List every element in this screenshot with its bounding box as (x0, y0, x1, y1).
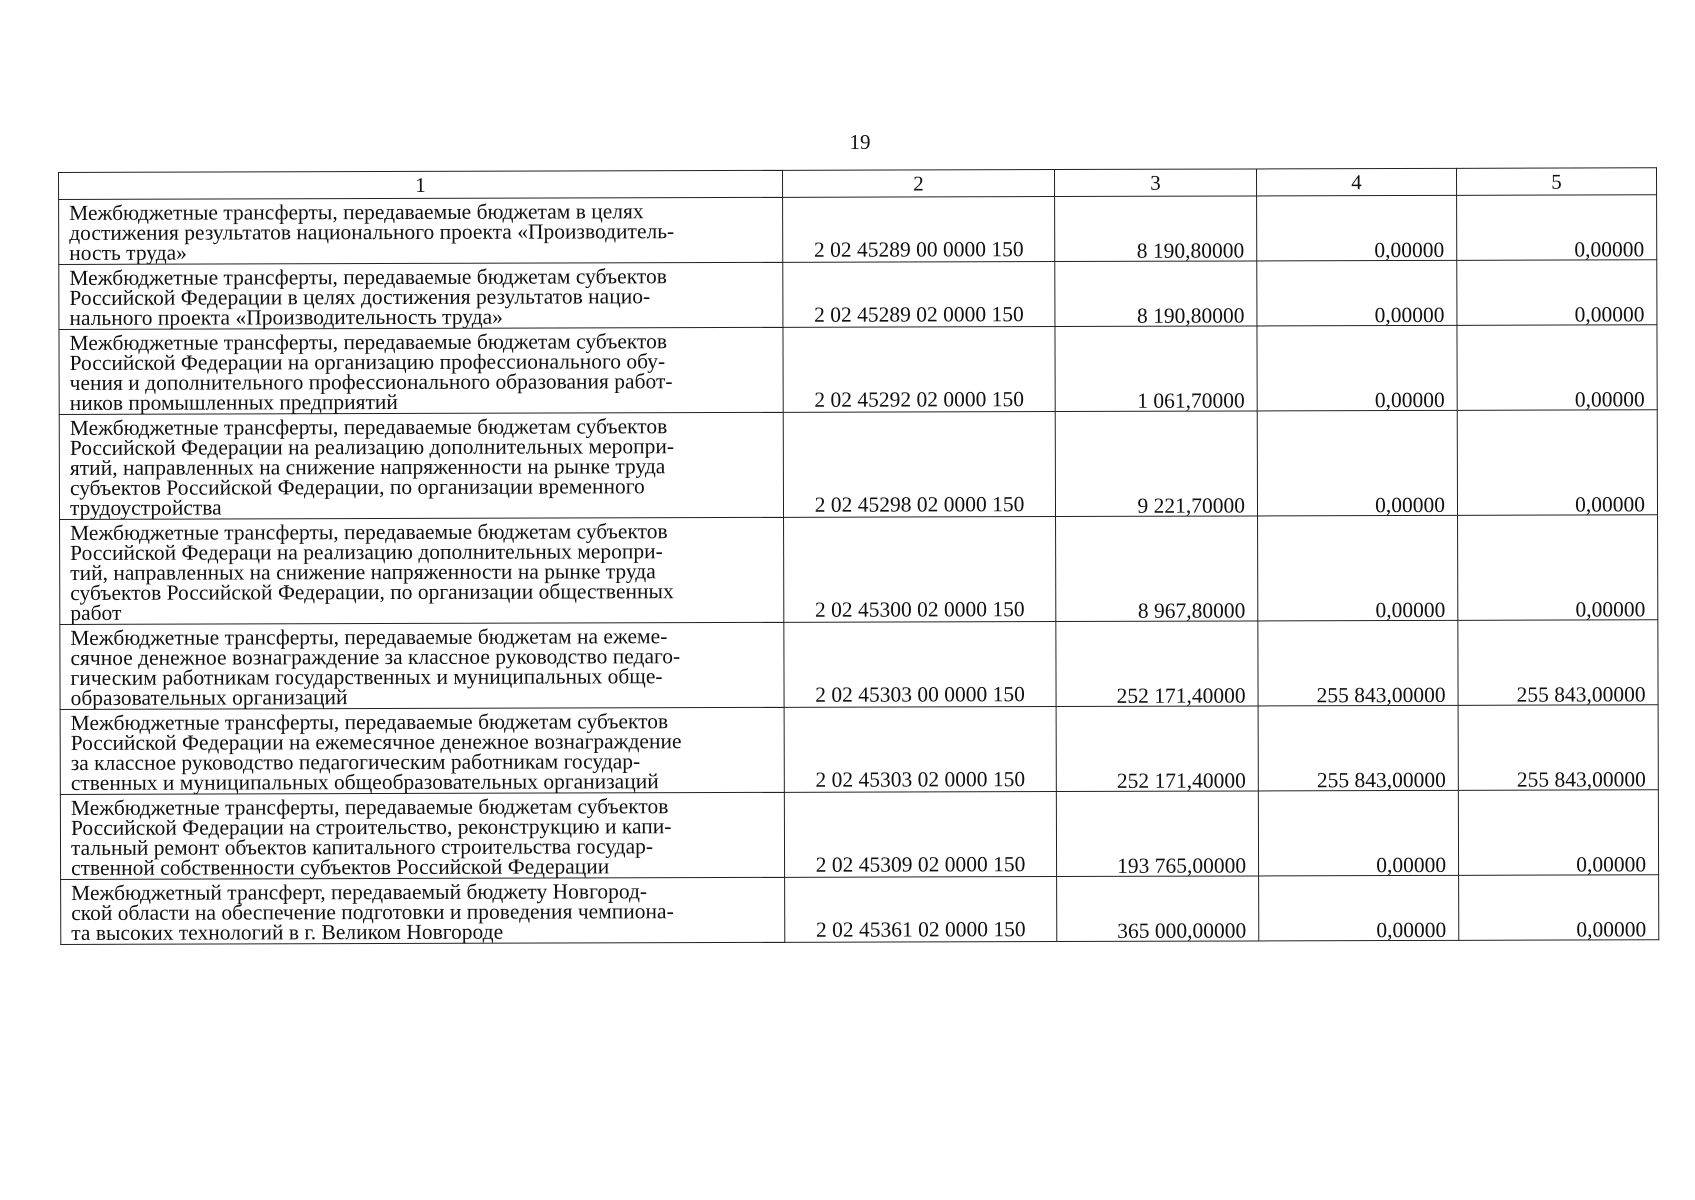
transfer-description (59, 327, 783, 414)
transfer-description-line: нального проекта «Производительность труда» (69, 304, 503, 330)
budget-classification-code: 2 02 45303 02 0000 150 (784, 707, 1056, 793)
budget-table (58, 167, 1659, 945)
transfer-description-line: тий, направленных на снижение напряженности на рынке труда (70, 559, 656, 585)
transfer-description-line: ников промышленных предприятий (69, 389, 398, 415)
amount-column-4: 0,00000 (1259, 875, 1459, 941)
transfer-description-line: Межбюджетные трансферты, передаваемые бюджетам субъектов (69, 329, 668, 355)
amount-column-4: 0,00000 (1258, 515, 1458, 621)
transfer-description-line: трудоустройства (69, 495, 222, 520)
amount-column-4: 255 843,00000 (1258, 705, 1458, 791)
budget-classification-code: 2 02 45289 02 0000 150 (783, 262, 1055, 328)
transfer-description-line: Российской Федерации на строительство, реконструкцию и капи- (70, 814, 672, 840)
amount-column-3: 252 171,40000 (1056, 621, 1258, 707)
budget-classification-code: 2 02 45309 02 0000 150 (784, 792, 1056, 878)
column-header-2: 2 (782, 170, 1054, 198)
amount-column-5: 0,00000 (1458, 515, 1658, 621)
amount-column-3: 8 967,80000 (1056, 516, 1258, 622)
table-row (60, 515, 1658, 625)
budget-classification-code: 2 02 45289 00 0000 150 (783, 197, 1055, 263)
transfer-description-line: Межбюджетные трансферты, передаваемые бюджетам на ежеме- (70, 624, 668, 650)
amount-column-4: 0,00000 (1257, 195, 1457, 261)
table-row (59, 260, 1657, 330)
transfer-description-line: Российской Федерации на ежемесячное денежное вознаграждение (70, 729, 682, 755)
transfer-description-line: ственных и муниципальных общеобразовательных организаций (70, 769, 659, 795)
transfer-description-line: Межбюджетный трансферт, передаваемый бюджету Новгород- (71, 879, 648, 905)
budget-classification-code: 2 02 45298 02 0000 150 (783, 412, 1055, 518)
transfer-description-line: работ (70, 600, 122, 625)
amount-column-5: 0,00000 (1458, 790, 1658, 876)
transfer-description-line: Российской Федерации на организацию профессионального обу- (69, 349, 666, 375)
amount-column-5: 0,00000 (1457, 195, 1657, 261)
transfer-description-line: Межбюджетные трансферты, передаваемые бюджетам в целях (69, 199, 644, 225)
transfer-description-line: Межбюджетные трансферты, передаваемые бюджетам субъектов (70, 794, 669, 820)
amount-column-3: 1 061,70000 (1055, 326, 1257, 412)
column-header-4: 4 (1256, 168, 1456, 196)
transfer-description-line: сячное денежное вознаграждение за классное руководство педаго- (70, 644, 681, 670)
transfer-description-line: гическим работникам государственных и муниципальных обще- (70, 664, 663, 690)
transfer-description-line: ятий, направленных на снижение напряженности на рынке труда (69, 454, 666, 480)
transfer-description (60, 792, 784, 879)
transfer-description (60, 517, 784, 624)
transfer-description-line: Российской Федерации на реализацию дополнительных меропри- (69, 434, 675, 460)
amount-column-4: 0,00000 (1257, 410, 1457, 516)
table-row (59, 325, 1657, 415)
table-row (59, 410, 1657, 520)
table-row (60, 790, 1658, 880)
budget-classification-code: 2 02 45292 02 0000 150 (783, 327, 1055, 413)
amount-column-3: 252 171,40000 (1056, 706, 1258, 792)
table-row (60, 705, 1658, 795)
amount-column-3: 8 190,80000 (1055, 261, 1257, 327)
table-row (61, 875, 1659, 945)
transfer-description-line: тальный ремонт объектов капитального строительства государ- (70, 834, 654, 860)
transfer-description-line: Российской Федерации в целях достижения результатов нацио- (69, 284, 651, 310)
transfer-description (59, 262, 783, 329)
transfer-description-line: субъектов Российской Федерации, по организации общественных (70, 579, 674, 605)
transfer-description-line: Российской Федераци на реализацию дополнительных меропри- (70, 539, 663, 565)
transfer-description-line: та высоких технологий в г. Великом Новгороде (71, 919, 504, 945)
amount-column-3: 9 221,70000 (1055, 411, 1257, 517)
amount-column-3: 8 190,80000 (1055, 196, 1257, 262)
amount-column-5: 0,00000 (1457, 325, 1657, 411)
transfer-description (60, 707, 784, 794)
transfer-description-line: субъектов Российской Федерации, по организации временного (69, 474, 645, 500)
transfer-description (59, 197, 783, 264)
table-row (60, 620, 1658, 710)
transfer-description-line: ность труда» (69, 240, 187, 265)
column-header-1: 1 (59, 170, 783, 199)
amount-column-3: 365 000,00000 (1057, 876, 1259, 942)
budget-classification-code: 2 02 45300 02 0000 150 (784, 517, 1056, 623)
table-body (59, 195, 1659, 945)
transfer-description-line: достижения результатов национального проекта «Производитель- (69, 219, 675, 245)
amount-column-4: 0,00000 (1258, 790, 1458, 876)
page-number: 19 (849, 130, 871, 154)
amount-column-5: 255 843,00000 (1458, 620, 1658, 706)
transfer-description-line: Межбюджетные трансферты, передаваемые бюджетам субъектов (69, 264, 667, 290)
amount-column-4: 0,00000 (1257, 260, 1457, 326)
column-header-5: 5 (1456, 168, 1656, 196)
column-header-3: 3 (1054, 169, 1256, 197)
transfer-description-line: ской области на обеспечение подготовки и проведения чемпиона- (71, 899, 674, 925)
amount-column-5: 0,00000 (1459, 875, 1659, 941)
amount-column-3: 193 765,00000 (1056, 791, 1258, 877)
table-row (59, 195, 1657, 265)
budget-classification-code: 2 02 45303 00 0000 150 (784, 622, 1056, 708)
transfer-description-line: за классное руководство педагогическим работникам государ- (70, 749, 641, 775)
transfer-description (61, 877, 785, 944)
transfer-description-line: Межбюджетные трансферты, передаваемые бюджетам субъектов (70, 519, 668, 545)
transfer-description-line: образовательных организаций (70, 685, 348, 710)
transfer-description-line: чения и дополнительного профессионального образования работ- (69, 369, 673, 395)
amount-column-4: 0,00000 (1257, 325, 1457, 411)
amount-column-5: 0,00000 (1457, 410, 1657, 516)
amount-column-5: 255 843,00000 (1458, 705, 1658, 791)
transfer-description (60, 622, 784, 709)
transfer-description (59, 412, 783, 519)
transfer-description-line: Межбюджетные трансферты, передаваемые бюджетам субъектов (69, 414, 668, 440)
budget-classification-code: 2 02 45361 02 0000 150 (785, 877, 1057, 943)
transfer-description-line: Межбюджетные трансферты, передаваемые бюджетам субъектов (70, 709, 669, 735)
transfer-description-line: ственной собственности субъектов Российской Федерации (71, 854, 610, 880)
amount-column-5: 0,00000 (1457, 260, 1657, 326)
amount-column-4: 255 843,00000 (1258, 620, 1458, 706)
